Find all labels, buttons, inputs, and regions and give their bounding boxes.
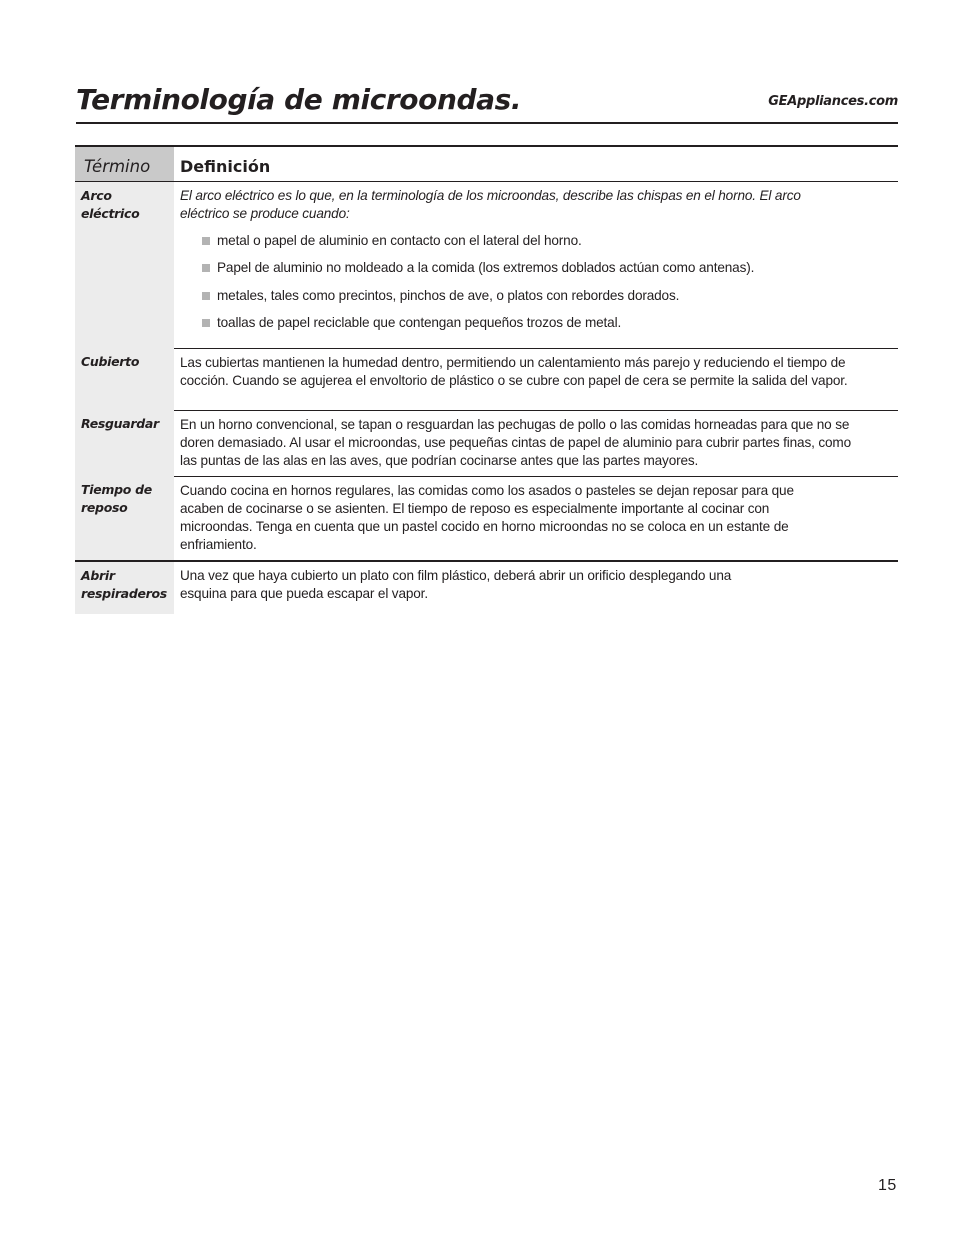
term-cell: Tiempo de reposo [75, 476, 174, 561]
table-row [75, 410, 898, 476]
term-cell: Arco eléctrico [75, 181, 174, 348]
terminology-table [75, 145, 898, 614]
page-header [76, 82, 898, 124]
website-link: GEAppliances.com [768, 94, 898, 109]
definition-cell: En un horno convencional, se tapan o resguardan las pechugas de pollo o las comidas horneadas para que no se doren demasiado. Al usar el microondas, use pequeñas cintas de papel de aluminio para cubrir partes finas, como las puntas de las alas en las aves, que podrían cocinarse antes que las partes mayores. [174, 410, 898, 476]
table-row [75, 181, 898, 348]
table-row [75, 348, 898, 410]
list-item: metal o papel de aluminio en contacto con el lateral del horno. [200, 232, 848, 260]
definition-cell: Una vez que haya cubierto un plato con film plástico, deberá abrir un orificio desplegando una esquina para que pueda escapar el vapor. [174, 561, 898, 614]
list-item: toallas de papel reciclable que contengan pequeños trozos de metal. [200, 314, 848, 342]
list-item: Papel de aluminio no moldeado a la comida (los extremos doblados actúan como antenas). [200, 259, 848, 287]
definition-cell: Cuando cocina en hornos regulares, las comidas como los asados o pasteles se dejan reposar para que acaben de cocinarse o se asienten. El tiempo de reposo es especialmente importante al cocinar con microondas. Tenga en cuenta que un pastel cocido en horno microondas no se coloca en un estante de enfriamiento. [180, 482, 794, 552]
column-header-term: Término [75, 146, 174, 181]
term-cell: Abrir respiraderos [75, 561, 174, 614]
column-header-definition: Definición [174, 146, 898, 181]
page-number: 15 [878, 1177, 897, 1194]
table-row [75, 476, 898, 561]
definition-cell: Las cubiertas mantienen la humedad dentro, permitiendo un calentamiento más parejo y reduciendo el tiempo de cocción. Cuando se agujerea el envoltorio de plástico o se cubre con papel de cera se permite la salida del vapor. [174, 348, 898, 410]
term-cell: Resguardar [75, 410, 174, 476]
page-title: Terminología de microondas. [76, 83, 522, 116]
bullet-list [180, 232, 848, 342]
term-cell: Cubierto [75, 348, 174, 410]
table-row [75, 561, 898, 614]
table-header-row [75, 146, 898, 181]
list-item: metales, tales como precintos, pinchos de ave, o platos con rebordes dorados. [200, 287, 848, 315]
definition-cell [174, 181, 898, 348]
definition-text: El arco eléctrico es lo que, en la terminología de los microondas, describe las chispas en el horno. El arco eléctrico se produce cuando: [180, 187, 801, 221]
